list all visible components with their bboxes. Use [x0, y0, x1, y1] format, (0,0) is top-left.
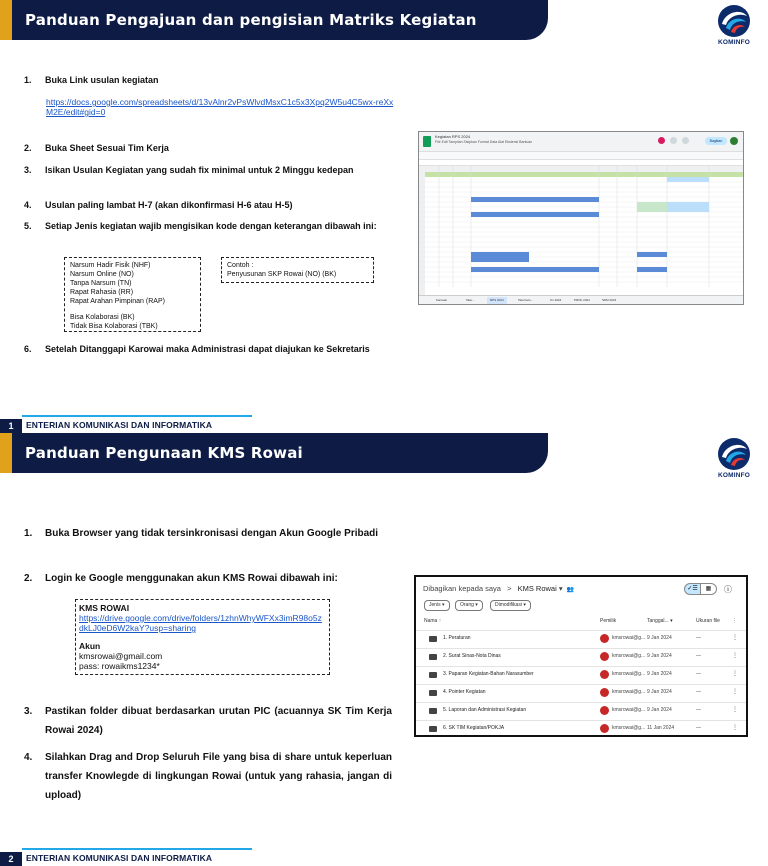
account-label: Akun: [79, 641, 101, 651]
folder-name: 1. Peraturan: [443, 635, 471, 641]
owner-name: kmsrowai@g...: [612, 671, 646, 677]
history-icon: [670, 137, 677, 144]
more-icon[interactable]: ⋮: [732, 707, 738, 713]
sheet-tab[interactable]: Karowai: [436, 298, 447, 302]
step-number: 1.: [24, 528, 33, 539]
avatar: [730, 137, 738, 145]
more-icon[interactable]: ⋮: [732, 635, 738, 641]
kms-heading: KMS ROWAI: [79, 603, 130, 613]
breadcrumb-separator: >: [507, 584, 512, 593]
sheet-tab[interactable]: SDM 2024: [602, 298, 617, 302]
spreadsheet-screenshot: [418, 131, 744, 305]
code-item: Narsum Hadir Fisik (NHF): [70, 262, 151, 269]
sheet-toolbar: [419, 152, 743, 160]
sheet-tab-active[interactable]: RPS 2024: [487, 297, 507, 304]
folder-row[interactable]: [416, 720, 746, 736]
page-number: 1: [0, 419, 22, 433]
owner-name: kmsrowai@g...: [612, 707, 646, 713]
column-size: Ukuran file: [696, 618, 720, 624]
chevron-down-icon[interactable]: ▾: [558, 584, 563, 593]
folder-size: —: [696, 689, 701, 695]
logo-text: KOMINFO: [717, 472, 751, 479]
owner-name: kmsrowai@g...: [612, 635, 646, 641]
sheet-header: [419, 132, 743, 152]
sheet-grid-graphic: [419, 166, 743, 295]
step-text: Setiap Jenis kegiatan wajib mengisikan kode dengan keterangan dibawah ini:: [45, 221, 377, 231]
filter-type[interactable]: Jenis ▾: [424, 600, 450, 611]
more-icon[interactable]: ⋮: [732, 653, 738, 659]
folder-icon: [429, 672, 437, 678]
footer: [0, 846, 260, 866]
folder-row[interactable]: [416, 630, 746, 646]
step-text: Buka Link usulan kegiatan: [45, 75, 159, 85]
folder-row[interactable]: [416, 702, 746, 718]
step-text: Pastikan folder dibuat berdasarkan urutan PIC (acuannya SK Tim Kerja Rowai 2024): [45, 706, 392, 736]
folder-row[interactable]: [416, 684, 746, 700]
shared-people-icon: 👥: [566, 587, 575, 593]
step-text: Login ke Google menggunakan akun KMS Rowai dibawah ini:: [45, 573, 338, 584]
page-number: 2: [0, 852, 22, 866]
example-box: [221, 257, 374, 283]
code-list-box: [64, 257, 201, 332]
footer-text: ENTERIAN KOMUNIKASI DAN INFORMATIKA: [26, 853, 213, 863]
example-label: Contoh :: [227, 262, 254, 269]
folder-size: —: [696, 725, 701, 731]
folder-date: 9 Jan 2024: [647, 707, 672, 713]
folder-name: 3. Paparan Kegiatan-Bahan Narasumber: [443, 671, 534, 677]
breadcrumb: [423, 584, 574, 593]
folder-row[interactable]: [416, 666, 746, 682]
folder-size: —: [696, 635, 701, 641]
sheet-tabs: [419, 295, 743, 304]
kominfo-logo-icon: [717, 437, 751, 471]
code-item: Bisa Kolaborasi (BK): [70, 314, 135, 321]
owner-avatar: [600, 670, 609, 679]
code-item: Rapat Rahasia (RR): [70, 289, 134, 296]
kominfo-logo: [714, 4, 754, 46]
folder-date: 9 Jan 2024: [647, 653, 672, 659]
folder-name: 6. SK TIM Kegiatan/POKJA: [443, 725, 505, 731]
column-date[interactable]: Tanggal... ▾: [647, 618, 673, 624]
step-text: Usulan paling lambat H-7 (akan dikonfirmasi H-6 atau H-5): [45, 200, 293, 210]
breadcrumb-root[interactable]: Dibagikan kepada saya: [423, 584, 501, 593]
folder-date: 9 Jan 2024: [647, 635, 672, 641]
step-number: 4.: [24, 752, 33, 763]
drive-screenshot: [414, 575, 748, 737]
account-email: kmsrowai@gmail.com: [79, 651, 163, 661]
owner-avatar: [600, 652, 609, 661]
info-icon[interactable]: ⓘ: [724, 585, 732, 594]
filter-people[interactable]: Orang ▾: [455, 600, 483, 611]
slide-2: [0, 433, 768, 866]
step-number: 2.: [24, 143, 32, 153]
sheet-tab[interactable]: PROF 2024: [574, 298, 590, 302]
folder-row[interactable]: [416, 648, 746, 664]
more-icon[interactable]: ⋮: [732, 671, 738, 677]
more-icon[interactable]: ⋮: [732, 725, 738, 731]
filter-modified[interactable]: Dimodifikasi ▾: [490, 600, 531, 611]
folder-icon: [429, 726, 437, 732]
sheet-tab[interactable]: Tata...: [466, 298, 475, 302]
title-bar: [0, 433, 548, 473]
folder-date: 9 Jan 2024: [647, 671, 672, 677]
sheet-doc-title: Kegiatan RPS 2024: [435, 134, 471, 139]
footer-text: ENTERIAN KOMUNIKASI DAN INFORMATIKA: [26, 420, 213, 430]
sheet-tab[interactable]: Un 2024: [550, 298, 562, 302]
view-toggle: [684, 583, 736, 595]
owner-name: kmsrowai@g...: [612, 725, 646, 731]
footer-line: [22, 848, 252, 850]
code-spacer: [70, 306, 195, 313]
step-number: 1.: [24, 75, 32, 85]
comment-icon: [682, 137, 689, 144]
owner-name: kmsrowai@g...: [612, 689, 646, 695]
logo-text: KOMINFO: [717, 39, 751, 46]
sheet-menu: File Edit Tampilan Sisipkan Format Data Alat Ekstensi Bantuan: [435, 140, 533, 144]
folder-icon: [429, 654, 437, 660]
folder-icon: [429, 708, 437, 714]
column-more-icon[interactable]: ⋮: [732, 618, 737, 624]
folder-size: —: [696, 671, 701, 677]
code-item: Rapat Arahan Pimpinan (RAP): [70, 298, 165, 305]
folder-size: —: [696, 653, 701, 659]
kominfo-logo: [714, 437, 754, 479]
step-number: 5.: [24, 221, 32, 231]
column-name[interactable]: Nama ↑: [424, 618, 442, 624]
kms-drive-link[interactable]: https://drive.google.com/drive/folders/1zhnWhyWFXx3imR98o5zdkLJ0eD6W2kaY?usp=sharing: [79, 613, 322, 633]
step-text: Buka Sheet Sesuai Tim Kerja: [45, 143, 169, 153]
kominfo-logo-icon: [717, 4, 751, 38]
grid-view-icon[interactable]: ▦: [700, 583, 717, 595]
example-value: Penyusunan SKP Rowai (NO) (BK): [227, 271, 337, 278]
footer: [0, 413, 260, 433]
folder-icon: [429, 690, 437, 696]
step-text: Setelah Ditanggapi Karowai maka Administrasi dapat diajukan ke Sekretaris: [45, 344, 370, 354]
step-text: Buka Browser yang tidak tersinkronisasi dengan Akun Google Pribadi: [45, 528, 379, 539]
title-accent: [0, 0, 12, 40]
code-item: Narsum Online (NO): [70, 271, 134, 278]
step-number: 6.: [24, 344, 32, 354]
folder-icon: [429, 636, 437, 642]
owner-avatar: [600, 724, 609, 733]
breadcrumb-current[interactable]: KMS Rowai: [517, 584, 557, 593]
spacer: [79, 633, 326, 641]
step-number: 4.: [24, 200, 32, 210]
share-button[interactable]: Bagikan: [705, 137, 727, 145]
spreadsheet-link[interactable]: https://docs.google.com/spreadsheets/d/13vAlnr2vPsWlvdMsxC1c5x3Xpq2W5u4C5wx-reXxM2E/edit#gid=0: [46, 97, 394, 117]
step-text: Silahkan Drag and Drop Seluruh File yang bisa di share untuk keperluan transfer Knowlegde di lingkungan Rowai (untuk yang rahasia, jangan di upload): [45, 752, 392, 801]
folder-date: 11 Jan 2024: [647, 725, 675, 731]
sheet-tab[interactable]: Tata Kelo...: [518, 298, 534, 302]
sheet-grid: [419, 166, 743, 295]
account-password: pass: rowaikms1234*: [79, 661, 160, 671]
step-number: 3.: [24, 706, 33, 717]
meet-icon: [658, 137, 665, 144]
folder-size: —: [696, 707, 701, 713]
owner-avatar: [600, 688, 609, 697]
folder-name: 5. Laporan dan Administrasi Kegiatan: [443, 707, 527, 713]
footer-line: [22, 415, 252, 417]
list-view-icon[interactable]: ✓☰: [684, 583, 701, 595]
more-icon[interactable]: ⋮: [732, 689, 738, 695]
folder-name: 2. Surat Sinas-Nota Dinas: [443, 653, 501, 659]
title-bar: [0, 0, 548, 40]
step-text: Isikan Usulan Kegiatan yang sudah fix minimal untuk 2 Minggu kedepan: [45, 165, 354, 175]
folder-name: 4. Pointer Kegiatan: [443, 689, 486, 695]
column-owner: Pemilik: [600, 618, 617, 624]
page-title: Panduan Pengunaan KMS Rowai: [25, 444, 303, 462]
sheets-logo-icon: [423, 136, 431, 147]
kms-credentials-box: [75, 599, 330, 675]
title-accent: [0, 433, 12, 473]
owner-avatar: [600, 706, 609, 715]
owner-name: kmsrowai@g...: [612, 653, 646, 659]
code-item: Tanpa Narsum (TN): [70, 280, 132, 287]
folder-date: 9 Jan 2024: [647, 689, 672, 695]
code-item: Tidak Bisa Kolaborasi (TBK): [70, 323, 158, 330]
owner-avatar: [600, 634, 609, 643]
step-number: 3.: [24, 165, 32, 175]
page-title: Panduan Pengajuan dan pengisian Matriks Kegiatan: [25, 11, 477, 29]
step-number: 2.: [24, 573, 33, 584]
